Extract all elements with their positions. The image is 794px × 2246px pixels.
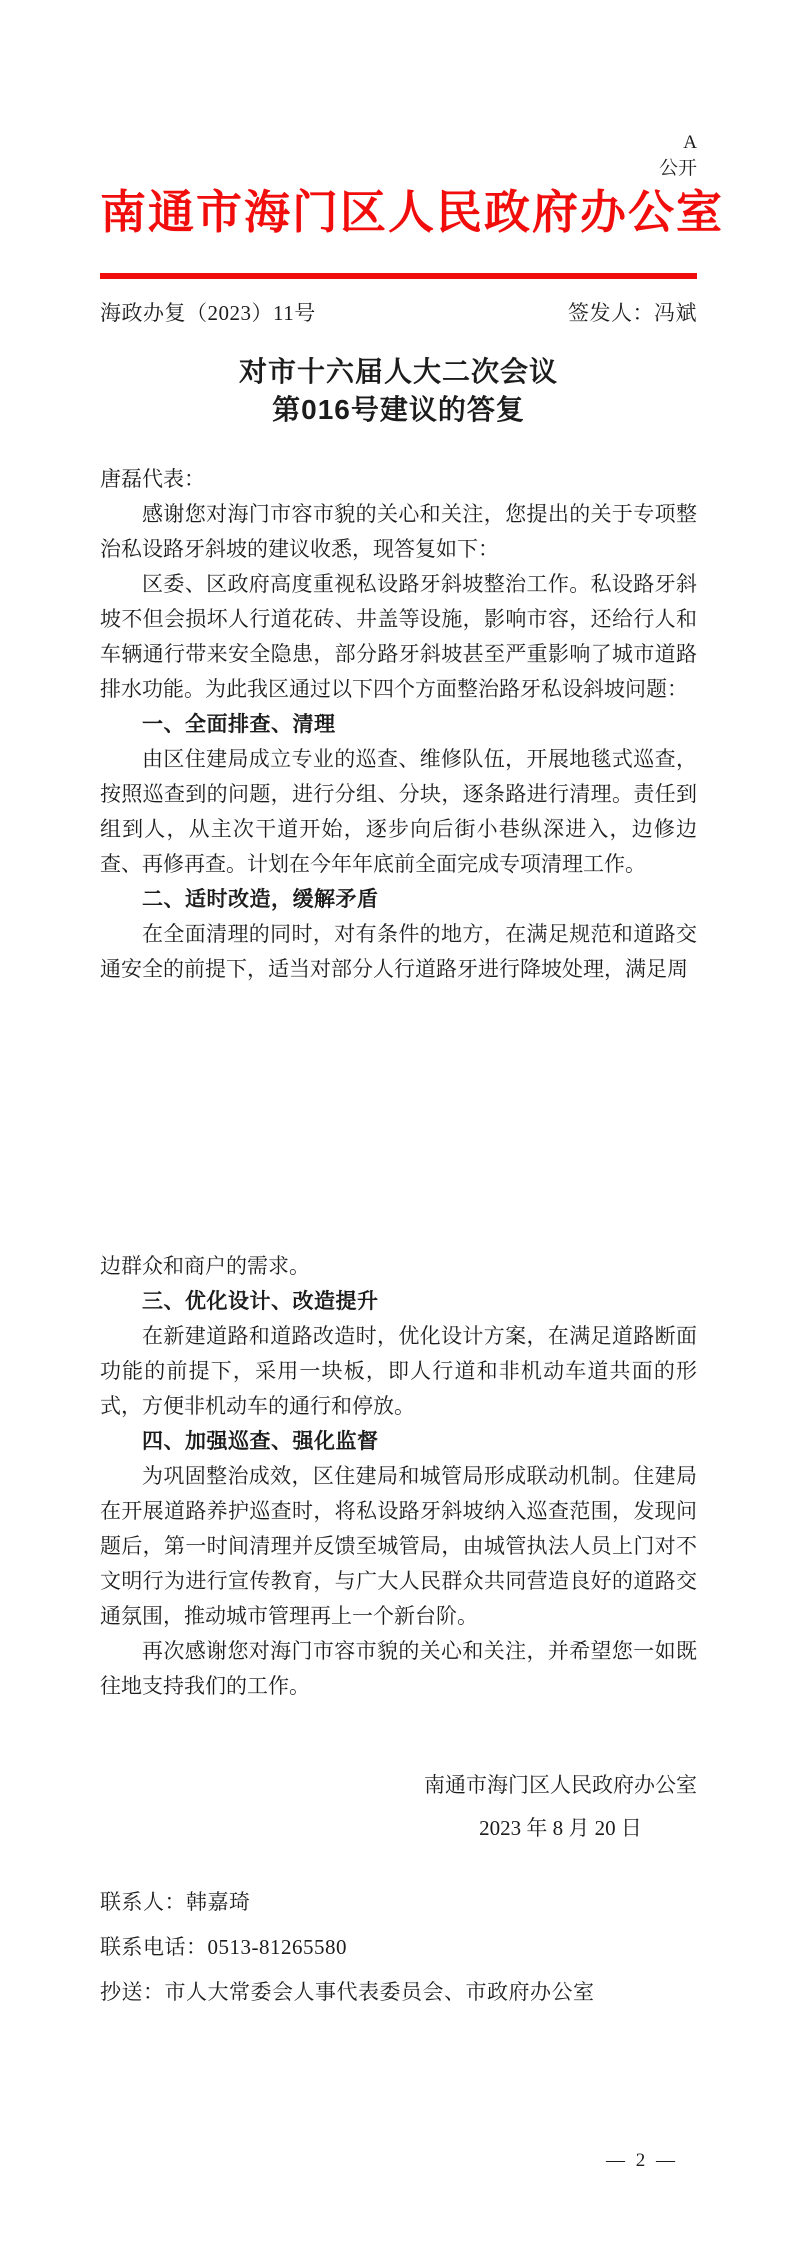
classification-block [659, 130, 697, 182]
page-number: — 2 — [606, 2150, 678, 2171]
section-heading: 三、优化设计、改造提升 [142, 1290, 379, 1313]
contact-person: 联系人：韩嘉琦 [100, 1890, 251, 1914]
body-paragraph: 由区住建局成立专业的巡查、维修队伍，开展地毯式巡查，按照巡查到的问题，进行分组、分块，逐条路进行清理。责任到组到人，从主次干道开始，逐步向后街小巷纵深进入，边修边查、再修再查。计划在今年年底前全面完成专项清理工作。 [100, 747, 697, 876]
document-body [100, 462, 697, 1704]
issuer-name: 冯斌 [654, 301, 697, 325]
body-paragraph: 再次感谢您对海门市容市貌的关心和关注，并希望您一如既往地支持我们的工作。 [100, 1639, 697, 1698]
section-heading: 四、加强巡查、强化监督 [142, 1430, 379, 1453]
signature-block [424, 1768, 697, 1846]
issuer [568, 298, 697, 328]
cc-line: 抄送：市人大常委会人事代表委员会、市政府办公室 [100, 1980, 595, 2004]
classification-grade: A [683, 132, 697, 153]
signature-org: 南通市海门区人民政府办公室 [424, 1773, 697, 1797]
signature-date: 2023 年 8 月 20 日 [479, 1816, 642, 1840]
body-paragraph: 感谢您对海门市容市貌的关心和关注，您提出的关于专项整治私设路牙斜坡的建议收悉，现答复如下： [100, 502, 697, 561]
body-paragraph: 区委、区政府高度重视私设路牙斜坡整治工作。私设路牙斜坡不但会损坏人行道花砖、井盖等设施，影响市容，还给行人和车辆通行带来安全隐患，部分路牙斜坡甚至严重影响了城市道路排水功能。为此我区通过以下四个方面整治路牙私设斜坡问题： [100, 572, 697, 701]
body-paragraph: 边群众和商户的需求。 [100, 1254, 310, 1278]
salutation: 唐磊代表： [100, 467, 205, 491]
agency-masthead: 南通市海门区人民政府办公室 [100, 187, 724, 238]
classification-label: 公开 [658, 158, 697, 179]
body-paragraph: 在全面清理的同时，对有条件的地方，在满足规范和道路交通安全的前提下，适当对部分人行道路牙进行降坡处理，满足周 [100, 922, 697, 981]
issuer-label: 签发人： [568, 301, 654, 325]
document-number: 海政办复（2023）11号 [100, 301, 316, 325]
contact-block [100, 1880, 595, 2015]
document-title-line1: 对市十六届人大二次会议 [238, 356, 558, 387]
document-title-line2: 第016号建议的答复 [272, 394, 525, 425]
page-break-gap [100, 987, 697, 1249]
red-divider [100, 273, 697, 279]
document-title [100, 353, 697, 429]
section-heading: 二、适时改造，缓解矛盾 [142, 888, 379, 911]
body-paragraph: 为巩固整治成效，区住建局和城管局形成联动机制。住建局在开展道路养护巡查时，将私设路牙斜坡纳入巡查范围，发现问题后，第一时间清理并反馈至城管局，由城管执法人员上门对不文明行为进行宣传教育，与广大人民群众共同营造良好的道路交通氛围，推动城市管理再上一个新台阶。 [100, 1464, 697, 1628]
section-heading: 一、全面排查、清理 [142, 713, 336, 736]
document-meta-row [100, 298, 697, 328]
body-paragraph: 在新建道路和道路改造时，优化设计方案，在满足道路断面功能的前提下，采用一块板，即人行道和非机动车道共面的形式，方便非机动车的通行和停放。 [100, 1324, 697, 1418]
contact-phone: 联系电话：0513-81265580 [100, 1935, 347, 1959]
signature-inner [424, 1768, 697, 1846]
